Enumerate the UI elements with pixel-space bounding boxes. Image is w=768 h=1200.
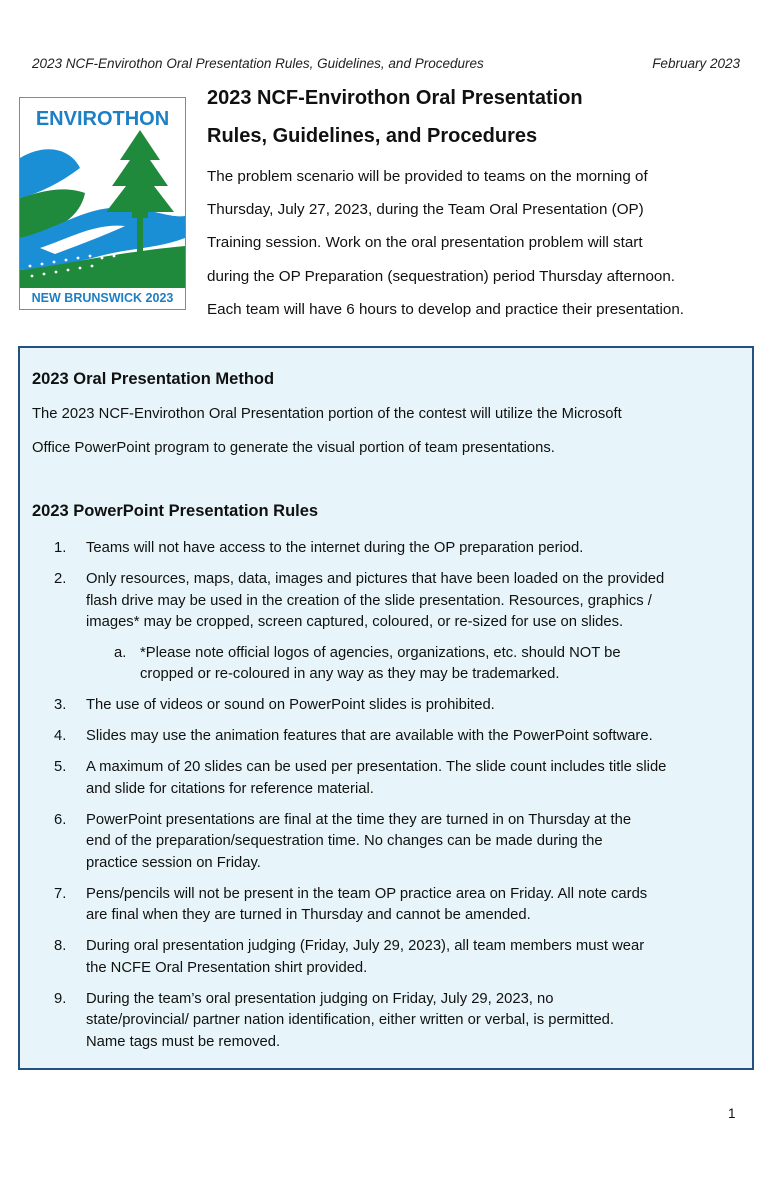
rule-text: end of the preparation/sequestration time. No changes can be made during the: [86, 833, 603, 849]
rule-number: 8.: [54, 938, 67, 954]
method-line: Office PowerPoint program to generate the visual portion of team presentations.: [32, 440, 555, 456]
rule-text: practice session on Friday.: [86, 854, 261, 871]
rule-text: Teams will not have access to the internet during the OP preparation period.: [86, 540, 584, 556]
list-item: [20, 569, 754, 634]
header-title: 2023 NCF-Envirothon Oral Presentation Rules, Guidelines, and Procedures: [32, 56, 484, 71]
intro-line: Each team will have 6 hours to develop and practice their presentation.: [207, 300, 684, 318]
list-item: [20, 757, 754, 800]
intro-line: Training session. Work on the oral presentation problem will start: [207, 234, 643, 252]
rule-text: During the team’s oral presentation judging on Friday, July 29, 2023, no: [86, 990, 554, 1007]
list-item: [20, 695, 754, 717]
rule-text: the NCFE Oral Presentation shirt provided.: [86, 959, 368, 976]
rule-number: 2.: [54, 571, 67, 587]
page-number: 1: [728, 1106, 736, 1121]
rule-text: During oral presentation judging (Friday, July 29, 2023), all team members must wear: [86, 938, 645, 954]
rule-text: are final when they are turned in Thursday and cannot be amended.: [86, 907, 531, 923]
rule-text: state/provincial/ partner nation identification, either written or verbal, is permitted.: [86, 1012, 615, 1028]
rules-box: [18, 346, 754, 1070]
page-title-line-1: 2023 NCF-Envirothon Oral Presentation: [207, 87, 583, 109]
sub-list-item: [20, 643, 754, 686]
method-line: The 2023 NCF-Envirothon Oral Presentation portion of the contest will utilize the Microsoft: [32, 406, 622, 422]
rule-text: flash drive may be used in the creation of the slide presentation. Resources, graphics /: [86, 592, 652, 609]
list-item: [20, 810, 754, 875]
intro-line: during the OP Preparation (sequestration) period Thursday afternoon.: [207, 267, 676, 285]
intro-line: The problem scenario will be provided to teams on the morning of: [207, 168, 648, 185]
sub-item-text: cropped or re-coloured in any way as they may be trademarked.: [140, 666, 560, 682]
list-item: [20, 884, 754, 927]
logo-title-text: ENVIROTHON: [35, 108, 170, 130]
rule-text: The use of videos or sound on PowerPoint slides is prohibited.: [86, 697, 495, 713]
sub-item-letter: a.: [114, 644, 127, 661]
rule-text: Pens/pencils will not be present in the team OP practice area on Friday. All note cards: [86, 885, 648, 902]
method-paragraph: [32, 397, 742, 465]
list-item: [20, 726, 754, 748]
rule-text: and slide for citations for reference material.: [86, 780, 374, 797]
rule-number: 1.: [54, 540, 67, 556]
logo-graphic: [20, 98, 185, 309]
rule-text: PowerPoint presentations are final at the time they are turned in on Thursday at the: [86, 811, 632, 828]
list-item: [20, 538, 754, 560]
rules-heading: 2023 PowerPoint Presentation Rules: [32, 502, 319, 520]
rule-number: 5.: [54, 759, 67, 775]
sub-item-text: *Please note official logos of agencies, organizations, etc. should NOT be: [140, 644, 621, 661]
rule-number: 6.: [54, 811, 67, 828]
page-title-line-2: Rules, Guidelines, and Procedures: [207, 125, 538, 147]
header-date: February 2023: [652, 56, 740, 71]
method-heading: 2023 Oral Presentation Method: [32, 370, 275, 388]
rule-number: 7.: [54, 885, 67, 902]
intro-line: Thursday, July 27, 2023, during the Team Oral Presentation (OP): [207, 201, 644, 219]
list-item: [20, 989, 754, 1054]
rule-number: 4.: [54, 728, 67, 744]
list-item: [20, 936, 754, 979]
rule-text: Only resources, maps, data, images and pictures that have been loaded on the provided: [86, 571, 665, 587]
rule-text: Name tags must be removed.: [86, 1033, 281, 1050]
logo-bottom-text: NEW BRUNSWICK 2023: [31, 291, 174, 305]
intro-paragraph: [207, 160, 747, 326]
rule-number: 9.: [54, 990, 67, 1007]
rule-text: Slides may use the animation features that are available with the PowerPoint software.: [86, 728, 653, 744]
envirothon-logo: [19, 97, 186, 310]
rule-text: images* may be cropped, screen captured, coloured, or re-sized for use on slides.: [86, 614, 624, 630]
rule-number: 3.: [54, 697, 67, 713]
running-header: [32, 56, 740, 71]
rules-list: [20, 538, 754, 1063]
rule-text: A maximum of 20 slides can be used per presentation. The slide count includes title slide: [86, 759, 667, 775]
